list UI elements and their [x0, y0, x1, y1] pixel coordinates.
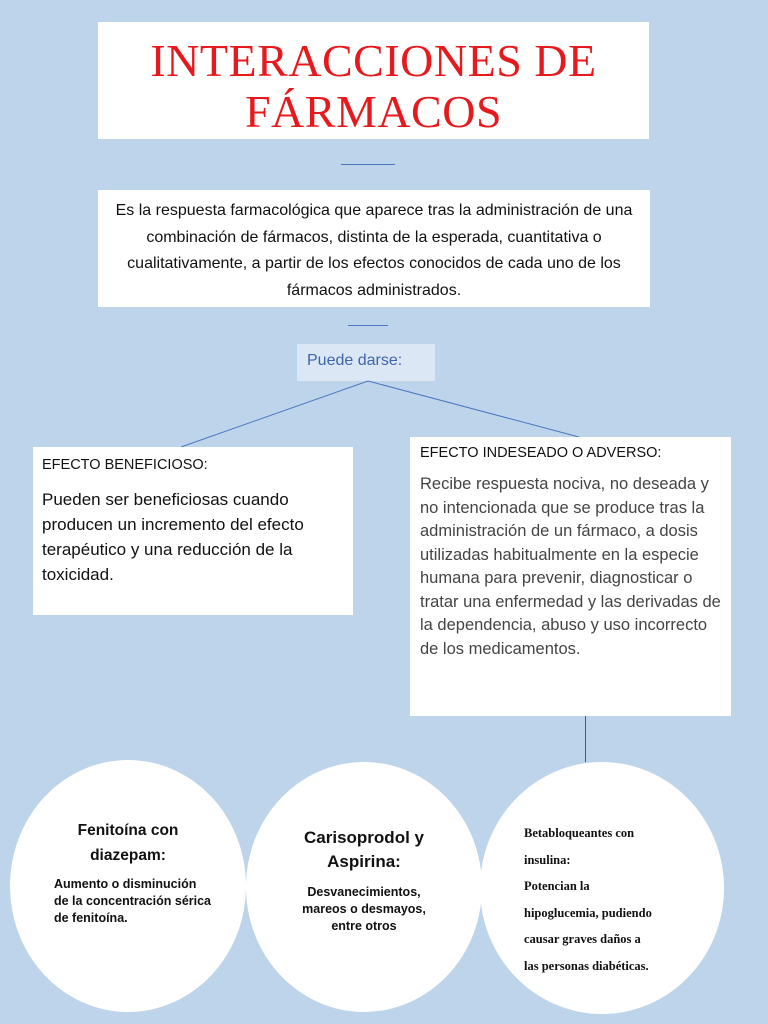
connector-vertical — [585, 716, 586, 762]
beneficial-body: Pueden ser beneficiosas cuando producen un incremento del efecto terapéutico y una reducción de la toxicidad. — [42, 490, 304, 584]
example-line: Betabloqueantes con — [524, 826, 635, 840]
connector-right — [368, 381, 579, 437]
divider-dash — [348, 325, 388, 326]
page-title: INTERACCIONES DE FÁRMACOS — [150, 35, 597, 137]
example-line: las personas diabéticas. — [524, 958, 649, 973]
puede-darse-label: Puede darse: — [307, 352, 403, 369]
example-circle-fenitoina — [10, 760, 246, 1012]
example-line: hipoglucemia, pudiendo — [524, 905, 652, 920]
adverse-effect-box — [410, 437, 731, 716]
puede-darse-box — [297, 344, 435, 381]
example-line: Potencian la — [524, 879, 590, 893]
example-title: Carisoprodol y Aspirina: — [304, 828, 424, 871]
adverse-body: Recibe respuesta nociva, no deseada y no intencionada que se produce tras la administración de un fármaco, a dosis utilizadas habitualmente en la especie humana para prevenir, diagnosticar o tratar una enfermedad y las derivadas de la dependencia, abuso y uso incorrecto de los medicamentos. — [420, 475, 721, 658]
example-body: Aumento o disminución de la concentración sérica de fenitoína. — [54, 877, 212, 925]
example-line: insulina: — [524, 852, 571, 867]
connector-left — [181, 381, 368, 447]
example-circle-carisoprodol — [246, 762, 482, 1012]
beneficial-effect-box — [33, 447, 353, 615]
definition-text: Es la respuesta farmacológica que aparece tras la administración de una combinación de fármacos, distinta de la esperada, cuantitativa o cualitativamente, a partir de los efectos conocidos de cada uno de los fármacos administrados. — [115, 202, 633, 299]
definition-box — [98, 190, 650, 307]
divider-dash — [341, 164, 395, 165]
adverse-heading: EFECTO INDESEADO O ADVERSO: — [420, 445, 662, 461]
example-circle-betabloqueantes — [480, 762, 724, 1014]
example-title: Fenitoína con diazepam: — [77, 822, 179, 864]
title-box — [98, 22, 649, 139]
example-text — [524, 820, 694, 979]
beneficial-heading: EFECTO BENEFICIOSO: — [42, 457, 208, 473]
example-line: causar graves daños a — [524, 932, 641, 946]
example-body: Desvanecimientos, mareos o desmayos, entre otros — [302, 885, 426, 933]
